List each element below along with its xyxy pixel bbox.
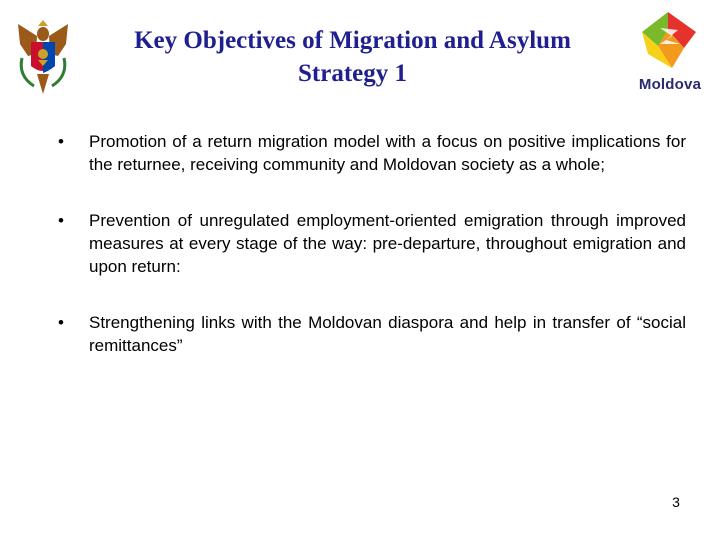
- list-item: • Strengthening links with the Moldovan diaspora and help in transfer of “social remittances”: [58, 311, 686, 357]
- page-title: [100, 24, 605, 90]
- list-item: • Promotion of a return migration model with a focus on positive implications for the returnee, receiving community and Moldovan society as a whole;: [58, 130, 686, 176]
- bullet-list: [58, 130, 686, 390]
- moldova-logo-icon: [638, 10, 700, 70]
- page-number: 3: [672, 494, 680, 510]
- list-item: • Prevention of unregulated employment-oriented emigration through improved measures at every stage of the way: pre-departure, throughout emigration and upon return:: [58, 209, 686, 278]
- logo-text: Moldova: [638, 76, 702, 93]
- moldova-logo: [628, 10, 712, 100]
- title-line-2: Strategy 1: [298, 60, 407, 87]
- title-line-1: Key Objectives of Migration and Asylum: [134, 27, 571, 54]
- coat-of-arms-icon: [14, 14, 72, 98]
